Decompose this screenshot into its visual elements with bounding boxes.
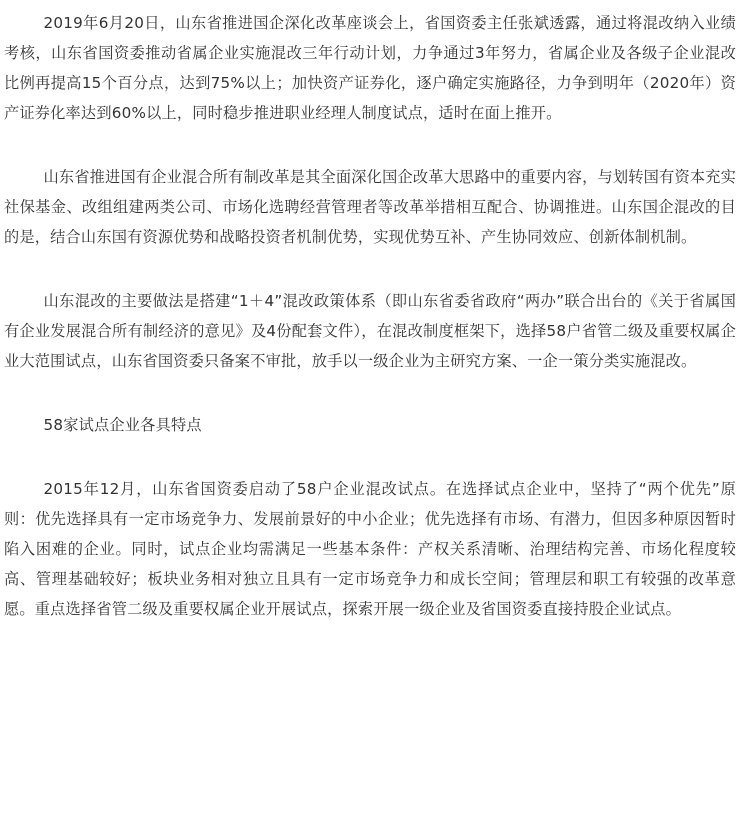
paragraph-reform-purpose: 山东省推进国有企业混合所有制改革是其全面深化国企改革大思路中的重要内容，与划转国有资本充实社保基金、改组组建两类公司、市场化选聘经营管理者等改革举措相互配合、协调推进。山东国企混改的目的是，结合山东国有资源优势和战略投资者机制优势，实现优势互补、产生协同效应、创新体制机制。 bbox=[4, 168, 736, 246]
paragraph-2019-meeting: 2019年6月20日，山东省推进国企深化改革座谈会上，省国资委主任张斌透露，通过将混改纳入业绩考核，山东省国资委推动省属企业实施混改三年行动计划，力争通过3年努力，省属企业及各级子企业混改比例再提高15个百分点，达到75%以上；加快资产证券化，逐户确定实施路径，力争到明年（2020年）资产证券化率达到60%以上，同时稳步推进职业经理人制度试点，适时在面上推开。 bbox=[4, 14, 736, 122]
paragraph-policy-system: 山东混改的主要做法是搭建“1＋4”混改政策体系（即山东省委省政府“两办”联合出台的《关于省属国有企业发展混合所有制经济的意见》及4份配套文件），在混改制度框架下，选择58户省管二级及重要权属企业大范围试点，山东省国资委只备案不审批，放手以一级企业为主研究方案、一企一策分类实施混改。 bbox=[4, 292, 736, 370]
section-heading: 58家试点企业各具特点 bbox=[43, 416, 202, 434]
paragraph-pilot-2015: 2015年12月，山东省国资委启动了58户企业混改试点。在选择试点企业中，坚持了“两个优先”原则：优先选择具有一定市场竞争力、发展前景好的中小企业；优先选择有市场、有潜力，但因多种原因暂时陷入困难的企业。同时，试点企业均需满足一些基本条件：产权关系清晰、治理结构完善、市场化程度较高、管理基础较好；板块业务相对独立且具有一定市场竞争力和成长空间；管理层和职工有较强的改革意愿。重点选择省管二级及重要权属企业开展试点，探索开展一级企业及省国资委直接持股企业试点。 bbox=[4, 480, 736, 618]
